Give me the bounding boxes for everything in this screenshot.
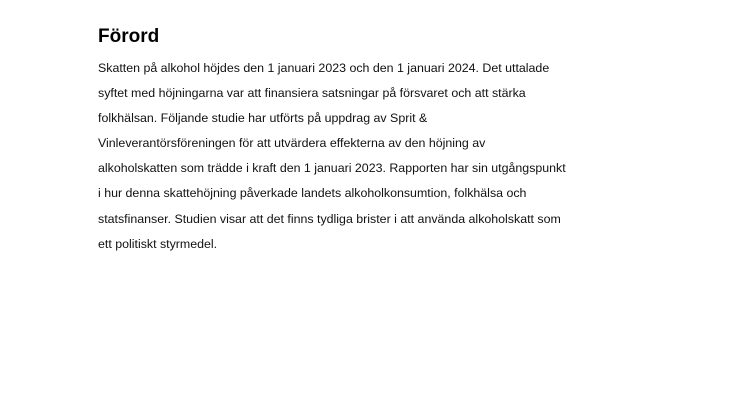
paragraph-line: Skatten på alkohol höjdes den 1 januari 2023 och den 1 januari 2024. Det uttalade [98, 61, 550, 75]
paragraph-line: statsfinanser. Studien visar att det finns tydliga brister i att använda alkoholskatt som [98, 211, 561, 226]
paragraph-line: ett politiskt styrmedel. [98, 236, 218, 251]
paragraph-line: folkhälsan. Följande studie har utförts på uppdrag av Sprit & [98, 111, 428, 126]
paragraph-line: syftet med höjningarna var att finansiera satsningar på försvaret och att stärka [98, 86, 526, 101]
paragraph-line: alkoholskatten som trädde i kraft den 1 januari 2023. Rapporten har sin utgångspunkt [98, 161, 566, 176]
paragraph-line: i hur denna skattehöjning påverkade landets alkoholkonsumtion, folkhälsa och [98, 186, 527, 201]
paragraph-line: Vinleverantörsföreningen för att utvärdera effekterna av den höjning av [98, 136, 486, 151]
body-paragraph [98, 59, 598, 260]
section-heading: Förord [98, 26, 160, 47]
